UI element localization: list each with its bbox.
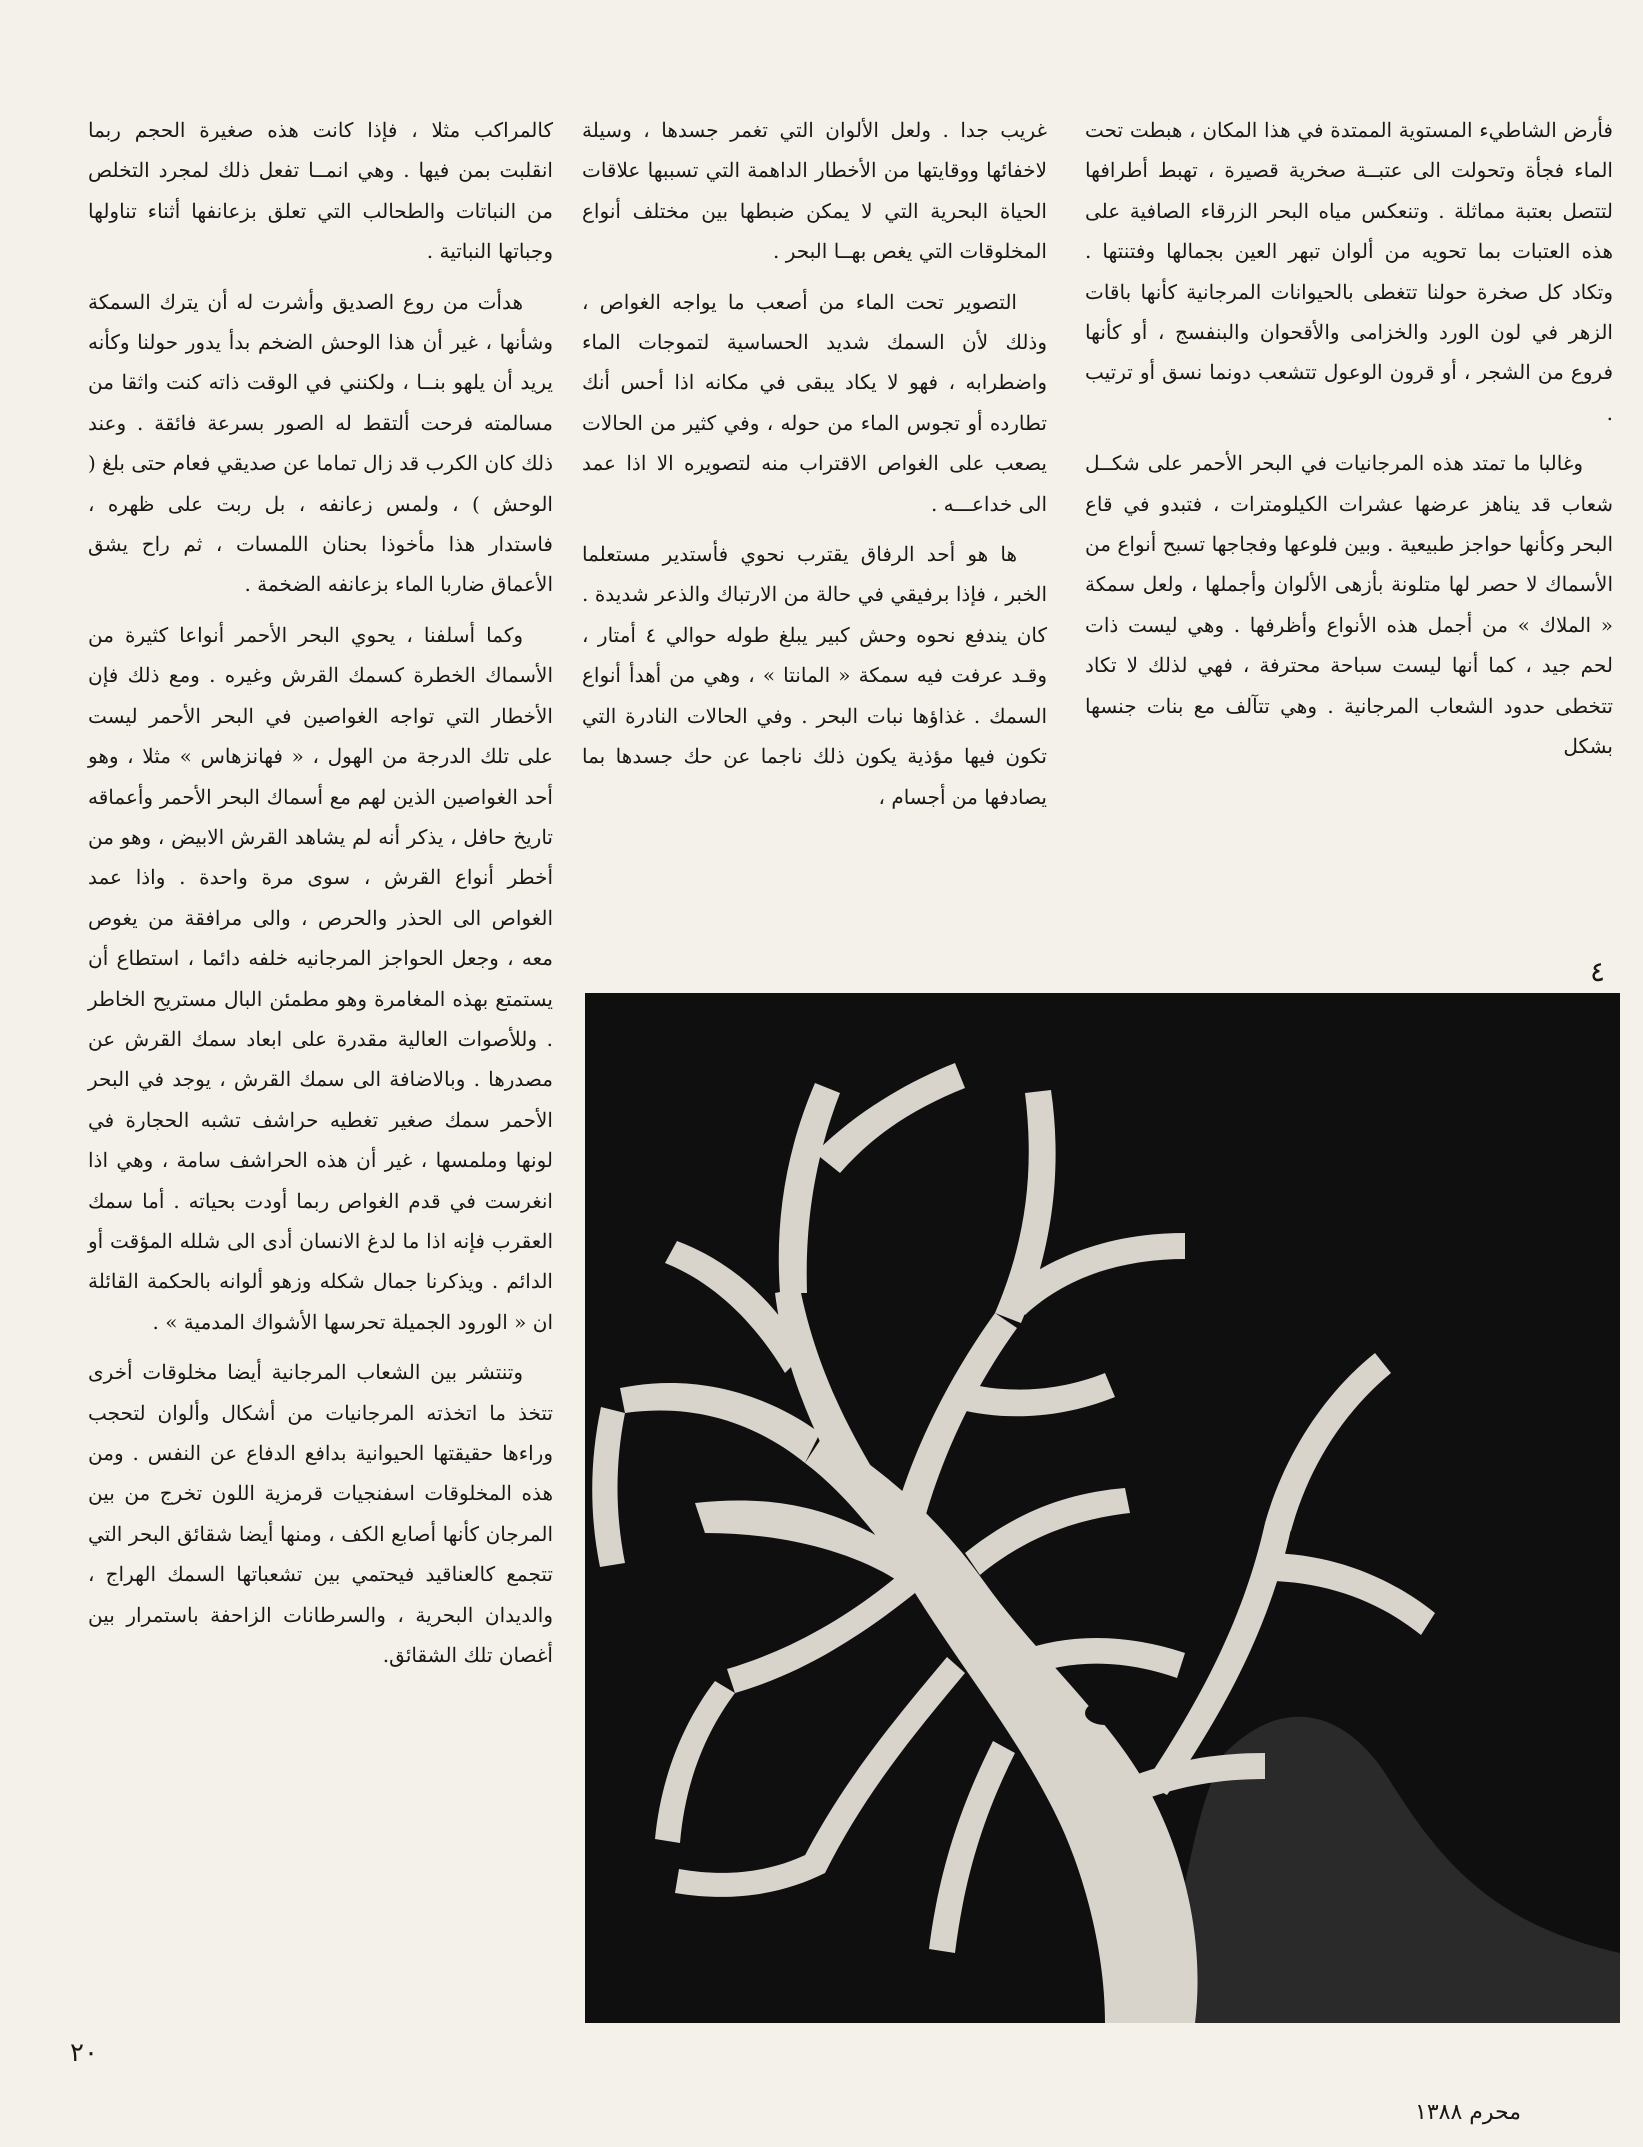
section-number: ٤	[1590, 955, 1606, 988]
text-column-right	[1085, 110, 1613, 777]
paragraph: وتنتشر بين الشعاب المرجانية أيضا مخلوقات أخرى تتخذ ما اتخذته المرجانيات من أشكال وألوان لتحجب وراءها حقيقتها الحيوانية بدافع الدفاع عن النفس . ومن هذه المخلوقات اسفنجيات قرمزية اللون تخرج من بين المرجان كأنها أصابع الكف ، ومنها أيضا شقائق البحر التي تتجمع كالعناقيد فيحتمي بين تشعباتها السمك الهراج ، والديدان البحرية ، والسرطانات الزاحفة باستمرار بين أغصان تلك الشقائق.	[88, 1360, 553, 1668]
paragraph: ها هو أحد الرفاق يقترب نحوي فأستدير مستعلما الخبر ، فإذا برفيقي في حالة من الارتباك والذعر شديدة . كان يندفع نحوه وحش كبير يبلغ طوله حوالي ٤ أمتار ، وقـد عرفت فيه سمكة « المانتا » ، وهي من أهدأ أنواع السمك . غذاؤها نبات البحر . وفي الحالات النادرة التي تكون فيها مؤذية يكون ذلك ناجما عن حك جسدها بما يصادفها من أجسام ،	[582, 542, 1047, 809]
paragraph: وغالبا ما تمتد هذه المرجانيات في البحر الأحمر على شكــل شعاب قد يناهز عرضها عشرات الكيلومترات ، فتبدو في قاع البحر وكأنها حواجز طبيعية . وبين فلوعها وفجاجها تسبح أنواع من الأسماك لا حصر لها متلونة بأزهى الألوان وأجملها ، ولعل سمكة « الملاك » من أجمل هذه الأنواع وأظرفها . وهي ليست ذات لحم جيد ، كما أنها ليست سباحة محترفة ، فهي لذلك لا تكاد تتخطى حدود الشعاب المرجانية . وهي تتآلف مع بنات جنسها بشكل	[1085, 451, 1613, 759]
coral-photo	[585, 993, 1620, 2023]
page-number: ٢٠	[70, 2038, 98, 2068]
paragraph: وكما أسلفنا ، يحوي البحر الأحمر أنواعا كثيرة من الأسماك الخطرة كسمك القرش وغيره . ومع ذلك فإن الأخطار التي تواجه الغواصين في البحر الأحمر ليست على تلك الدرجة من الهول ، « فهانزهاس » مثلا ، وهو أحد الغواصين الذين لهم مع أسماك البحر الأحمر وأعماقه تاريخ حافل ، يذكر أنه لم يشاهد القرش الابيض ، وهو من أخطر أنواع القرش ، سوى مرة واحدة . واذا عمد الغواص الى الحذر والحرص ، والى مرافقة من يغوص معه ، وجعل الحواجز المرجانيه خلفه دائما ، استطاع أن يستمتع بهذه المغامرة وهو مطمئن البال مستريح الخاطر . وللأصوات العالية مقدرة على ابعاد سمك القرش عن مصدرها . وبالاضافة الى سمك القرش ، يوجد في البحر الأحمر سمك صغير تغطيه حراشف تشبه الحجارة في لونها وملمسها ، غير أن هذه الحراشف سامة ، وهي اذا انغرست في قدم الغواص ربما أودت بحياته . أما سمك العقرب فإنه اذا ما لدغ الانسان أدى الى شلله المؤقت أو الدائم . ويذكرنا جمال شكله وزهو ألوانه بالحكمة القائلة ان « الورود الجميلة تحرسها الأشواك المدمية » .	[88, 622, 553, 1334]
coral-image	[585, 993, 1620, 2023]
paragraph: التصوير تحت الماء من أصعب ما يواجه الغواص ، وذلك لأن السمك شديد الحساسية لتموجات الماء واضطرابه ، فهو لا يكاد يبقى في مكانه اذا أحس أنك تطارده أو تجوس الماء من حوله ، وفي كثير من الحالات يصعب على الغواص الاقتراب منه لتصويره الا اذا عمد الى خداعـــه .	[582, 289, 1047, 516]
paragraph: فأرض الشاطيء المستوية الممتدة في هذا المكان ، هبطت تحت الماء فجأة وتحولت الى عتبــة صخرية قصيرة ، تهبط أطرافها لتتصل بعتبة مماثلة . وتنعكس مياه البحر الزرقاء الصافية على هذه العتبات بما تحويه من ألوان تبهر العين بجمالها وفتنتها . وتكاد كل صخرة حولنا تتغطى بالحيوانات المرجانية كأنها باقات الزهر في لون الورد والخزامى والأقحوان والبنفسج ، أو كأنها فروع من الشجر ، أو قرون الوعول تتشعب دونما نسق أو ترتيب .	[1085, 118, 1613, 425]
issue-date: محرم ١٣٨٨	[1415, 2100, 1522, 2125]
paragraph: كالمراكب مثلا ، فإذا كانت هذه صغيرة الحجم ربما انقلبت بمن فيها . وهي انمــا تفعل ذلك لمجرد التخلص من النباتات والطحالب التي تعلق بزعانفها أثناء تناولها وجباتها النباتية .	[88, 118, 553, 264]
paragraph: غريب جدا . ولعل الألوان التي تغمر جسدها ، وسيلة لاخفائها ووقايتها من الأخطار الداهمة التي تسببها علاقات الحياة البحرية التي لا يمكن ضبطها بين مختلف أنواع المخلوقات التي يغص بهــا البحر .	[582, 118, 1047, 264]
text-column-left	[88, 110, 553, 1685]
text-column-middle	[582, 110, 1047, 827]
paragraph: هدأت من روع الصديق وأشرت له أن يترك السمكة وشأنها ، غير أن هذا الوحش الضخم بدأ يدور حولنا وكأنه يريد أن يلهو بنــا ، ولكنني في الوقت ذاته كنت واثقا من مسالمته فرحت ألتقط له الصور بسرعة فائقة . وعند ذلك كان الكرب قد زال تماما عن صديقي فعام حتى بلغ ( الوحش ) ، ولمس زعانفه ، بل ربت على ظهره ، فاستدار هذا مأخوذا بحنان اللمسات ، ثم راح يشق الأعماق ضاربا الماء بزعانفه الضخمة .	[88, 289, 553, 597]
